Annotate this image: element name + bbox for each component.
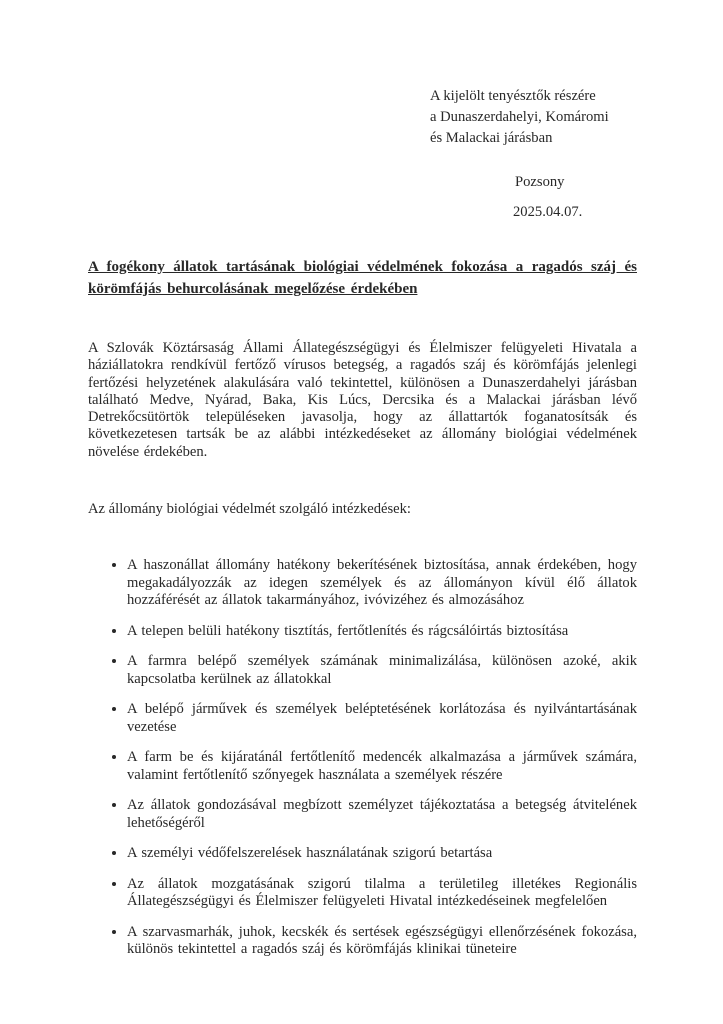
- measure-item: • A farm be és kijáratánál fertőtlenítő medencék alkalmazása a járművek számára, valamint fertőtlenítő szőnyegek használata a személyek részére: [127, 749, 637, 784]
- measures-list: [88, 557, 637, 959]
- measure-item: • A telepen belüli hatékony tisztítás, fertőtlenítés és rágcsálóirtás biztosítása: [127, 623, 637, 641]
- document-date: 2025.04.07.: [513, 204, 583, 220]
- measure-item: • A farmra belépő személyek számának minimalizálása, különösen azoké, akik kapcsolatba kerülnek az állatokkal: [127, 653, 637, 688]
- measure-item: • Az állatok mozgatásának szigorú tilalma a területileg illetékes Regionális Állategészségügyi és Élelmiszer felügyeleti Hivatal intézkedéseinek megfelelően: [127, 876, 637, 911]
- place-name: Pozsony: [515, 174, 565, 190]
- recipient-line: és Malackai járásban: [430, 130, 553, 146]
- measure-item: • Az állatok gondozásával megbízott személyzet tájékoztatása a betegség átvitelének lehetőségéről: [127, 797, 637, 832]
- measure-item: • A szarvasmarhák, juhok, kecskék és sertések egészségügyi ellenőrzésének fokozása, különös tekintettel a ragadós száj és körömfájás klinikai tüneteire: [127, 924, 637, 959]
- recipient-block: [430, 86, 637, 149]
- measure-item: • A haszonállat állomány hatékony bekerítésének biztosítása, annak érdekében, hogy megakadályozzák az idegen személyek és az állományon kívül élő állatok hozzáférését az állatok takarmányához, ivóvizéhez és almozásához: [127, 557, 637, 610]
- recipient-line: a Dunaszerdahelyi, Komáromi: [430, 109, 609, 125]
- section-heading: Az állomány biológiai védelmét szolgáló intézkedések:: [88, 501, 411, 518]
- measure-item: • A belépő járművek és személyek beléptetésének korlátozása és nyilvántartásának vezetése: [127, 701, 637, 736]
- recipient-line: A kijelölt tenyésztők részére: [430, 88, 596, 104]
- intro-paragraph: A Szlovák Köztársaság Állami Állategészségügyi és Élelmiszer felügyeleti Hivatala a háziállatokra rendkívül fertőző vírusos betegség, a ragadós száj és körömfájás jelenlegi fertőzési helyzetének alakulására való tekintettel, különösen a Dunaszerdahelyi járásban található Medve, Nyárad, Baka, Kis Lúcs, Dercsika és a Malackai járásban lévő Detrekőcsütörtök településeken javasolja, hogy az állattartók foganatosítsák és következetesen tartsák be az alábbi intézkedéseket az állomány biológiai védelmének növelése érdekében.: [88, 340, 637, 460]
- document-title: A fogékony állatok tartásának biológiai védelmének fokozása a ragadós száj és körömfájás behurcolásának megelőzése érdekében: [88, 259, 637, 297]
- measure-item: • A személyi védőfelszerelések használatának szigorú betartása: [127, 845, 637, 863]
